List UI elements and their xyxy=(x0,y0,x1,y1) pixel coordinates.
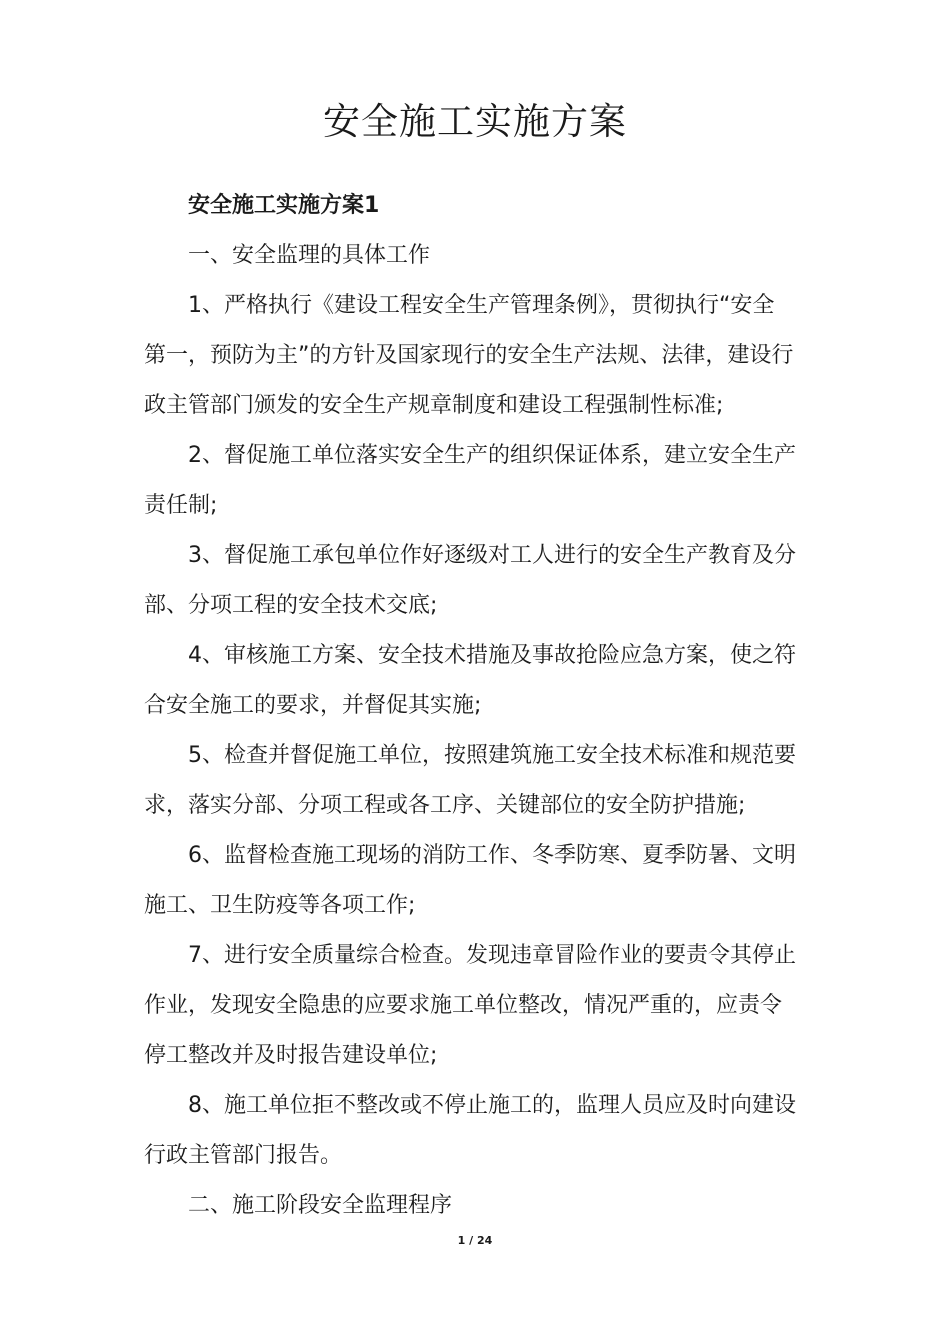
document-body xyxy=(144,181,796,1231)
subsection-heading: 一、安全监理的具体工作 xyxy=(188,243,431,268)
subsection-heading: 二、施工阶段安全监理程序 xyxy=(188,1193,453,1218)
paragraph-item-4: 4、审核施工方案、安全技术措施及事故抢险应急方案，使之符合安全施工的要求，并督促其实施; xyxy=(144,643,796,718)
paragraph-item-1: 1、严格执行《建设工程安全生产管理条例》，贯彻执行“安全第一，预防为主”的方针及国家现行的安全生产法规、法律，建设行政主管部门颁发的安全生产规章制度和建设工程强制性标准; xyxy=(144,293,794,418)
paragraph-item-2: 2、督促施工单位落实安全生产的组织保证体系，建立安全生产责任制; xyxy=(144,443,796,518)
paragraph-item-5: 5、检查并督促施工单位，按照建筑施工安全技术标准和规范要求，落实分部、分项工程或各工序、关键部位的安全防护措施; xyxy=(144,743,796,818)
paragraph-item-8: 8、施工单位拒不整改或不停止施工的，监理人员应及时向建设行政主管部门报告。 xyxy=(144,1093,796,1168)
page-number: 1 / 24 xyxy=(457,1234,493,1247)
paragraph-item-6: 6、监督检查施工现场的消防工作、冬季防寒、夏季防暑、文明施工、卫生防疫等各项工作; xyxy=(144,843,796,918)
paragraph-item-3: 3、督促施工承包单位作好逐级对工人进行的安全生产教育及分部、分项工程的安全技术交底; xyxy=(144,543,796,618)
section-heading: 安全施工实施方案1 xyxy=(188,193,380,218)
document-title: 安全施工实施方案 xyxy=(323,100,627,143)
paragraph-item-7: 7、进行安全质量综合检查。发现违章冒险作业的要责令其停止作业，发现安全隐患的应要求施工单位整改，情况严重的，应责令停工整改并及时报告建设单位; xyxy=(144,943,796,1068)
